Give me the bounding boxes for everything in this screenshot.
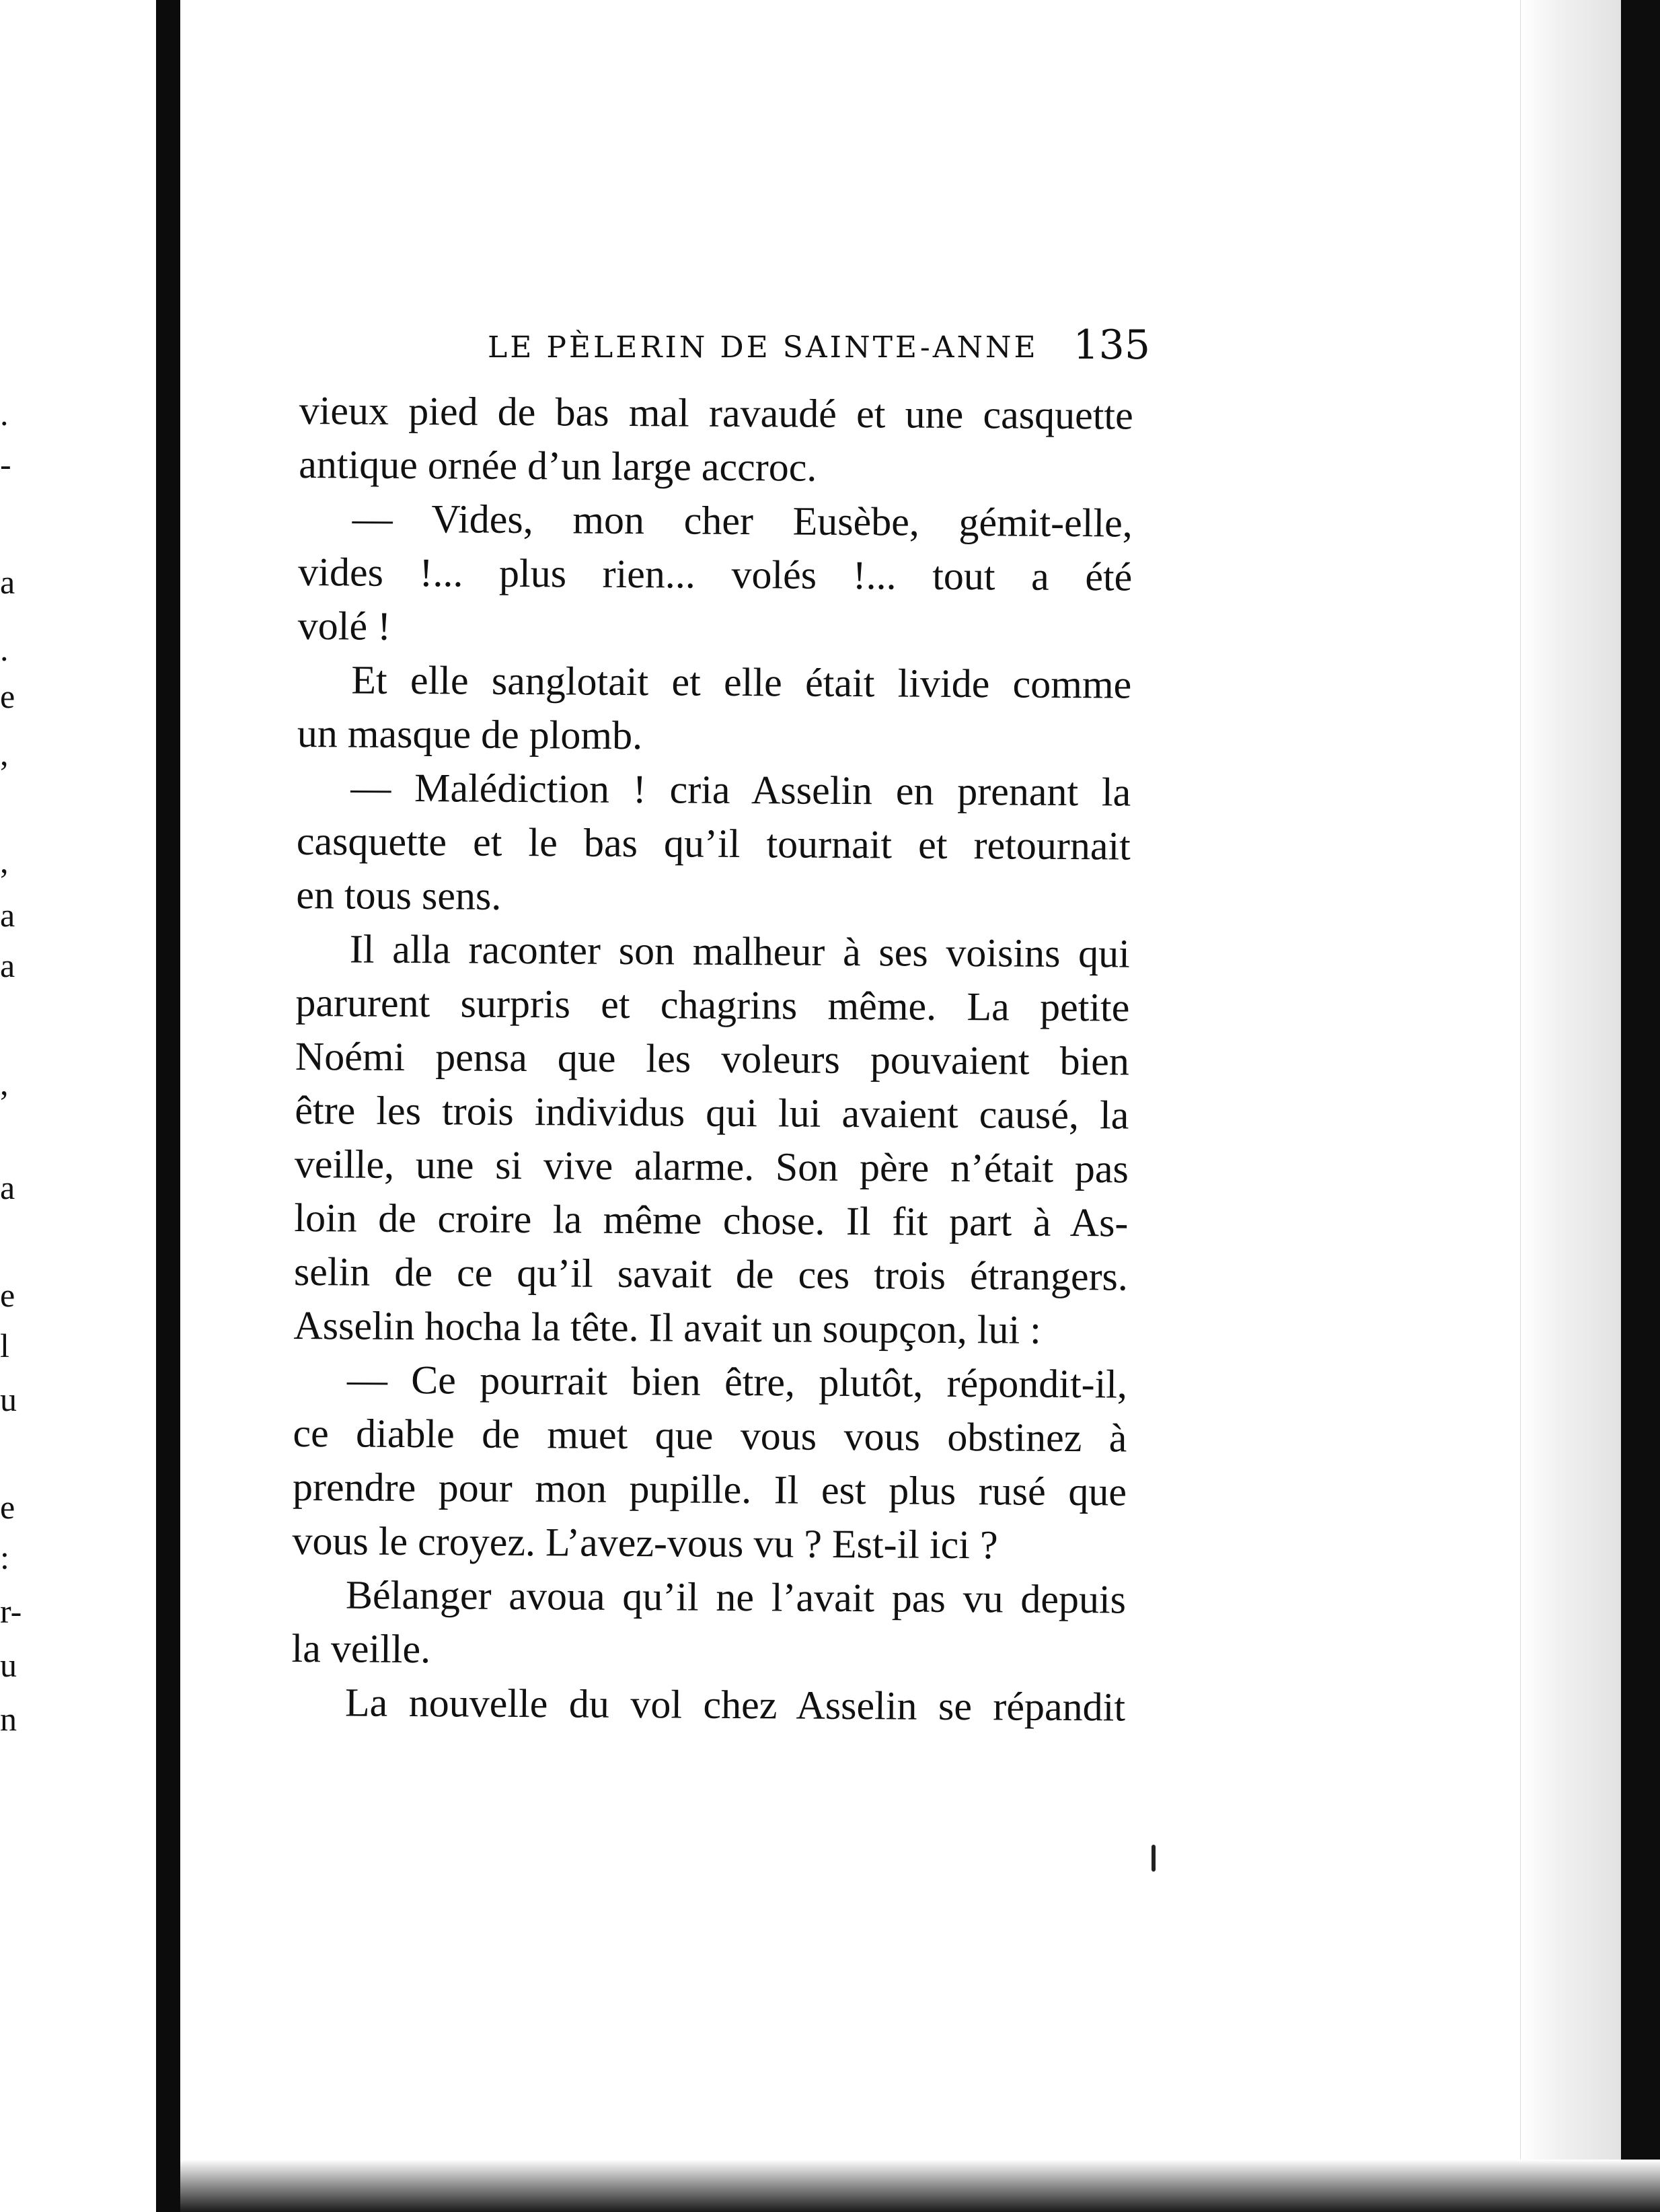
left-page-fragment: l — [0, 1327, 9, 1364]
bottom-shadow — [180, 2160, 1660, 2212]
book-gutter — [156, 0, 180, 2212]
left-page-fragment: a — [0, 563, 15, 601]
left-page-fragment: . — [0, 630, 9, 668]
text-line: un masque de plomb. — [297, 710, 643, 758]
left-page-cut-text — [0, 0, 40, 2212]
text-line: vous le croyez. L’avez-vous vu ? Est-il ici ? — [292, 1518, 998, 1568]
left-page-fragment: , — [0, 1064, 9, 1102]
text-line: selin de ce qu’il savait de ces trois étrangers. — [293, 1249, 1129, 1299]
left-page-fragment: , — [0, 842, 9, 880]
left-page-fragment: . — [0, 395, 9, 433]
page-edge-dark — [1621, 0, 1660, 2212]
text-line: la veille. — [291, 1625, 431, 1672]
running-header: LE PÈLERIN DE SAINTE-ANNE — [488, 330, 1039, 365]
text-line: — Malédiction ! cria Asselin en prenant la — [350, 765, 1131, 815]
text-line: prendre pour mon pupille. Il est plus rusé que — [292, 1464, 1127, 1514]
stray-ink-mark — [1152, 1845, 1156, 1872]
text-line: Noémi pensa que les voleurs pouvaient bien — [295, 1033, 1130, 1084]
text-line: parurent surpris et chagrins même. La petite — [295, 980, 1130, 1030]
left-page-fragment: u — [0, 1380, 17, 1418]
text-line: Bélanger avoua qu’il ne l’avait pas vu depuis — [345, 1572, 1127, 1622]
left-page-fragment: a — [0, 947, 15, 984]
text-line: loin de croire la même chose. Il fit part à As- — [294, 1195, 1129, 1245]
left-page-fragment: - — [0, 445, 11, 483]
text-line: vides !... plus rien... volés !... tout a été — [298, 549, 1133, 599]
text-line: antique ornée d’un large accroc. — [299, 441, 817, 490]
text-line: Et elle sanglotait et elle était livide comme — [351, 657, 1132, 707]
left-page-fragment: n — [0, 1700, 17, 1738]
page-edge-shading — [1520, 0, 1622, 2212]
left-page-fragment: a — [0, 896, 15, 934]
left-page-fragment: : — [0, 1539, 9, 1576]
body-text — [291, 383, 1133, 1734]
left-page-fragment: e — [0, 1488, 15, 1526]
left-page-fragment: r- — [0, 1592, 22, 1630]
left-page-fragment: e — [0, 677, 15, 715]
left-page-fragment: , — [0, 735, 9, 772]
text-line: — Ce pourrait bien être, plutôt, répondit-il, — [346, 1357, 1128, 1407]
text-line: Il alla raconter son malheur à ses voisins qui — [349, 926, 1131, 976]
text-line: — Vides, mon cher Eusèbe, gémit-elle, — [352, 496, 1133, 546]
text-line: volé ! — [297, 603, 391, 649]
text-line: La nouvelle du vol chez Asselin se répandit — [344, 1680, 1126, 1730]
text-line: Asselin hocha la tête. Il avait un soupçon, lui : — [293, 1302, 1042, 1352]
text-line: ce diable de muet que vous vous obstinez à — [293, 1410, 1127, 1461]
left-page-fragment: u — [0, 1646, 17, 1684]
left-page-fragment: e — [0, 1276, 15, 1314]
left-page-fragment: a — [0, 1169, 15, 1206]
text-line: veille, une si vive alarme. Son père n’était pas — [294, 1141, 1129, 1191]
text-line: en tous sens. — [296, 872, 502, 918]
page-number: 135 — [1073, 322, 1150, 369]
text-line: être les trois individus qui lui avaient causé, la — [295, 1087, 1129, 1138]
left-page — [0, 0, 158, 2212]
text-line: casquette et le bas qu’il tournait et retournait — [296, 818, 1131, 869]
text-line: vieux pied de bas mal ravaudé et une casquette — [299, 388, 1133, 438]
